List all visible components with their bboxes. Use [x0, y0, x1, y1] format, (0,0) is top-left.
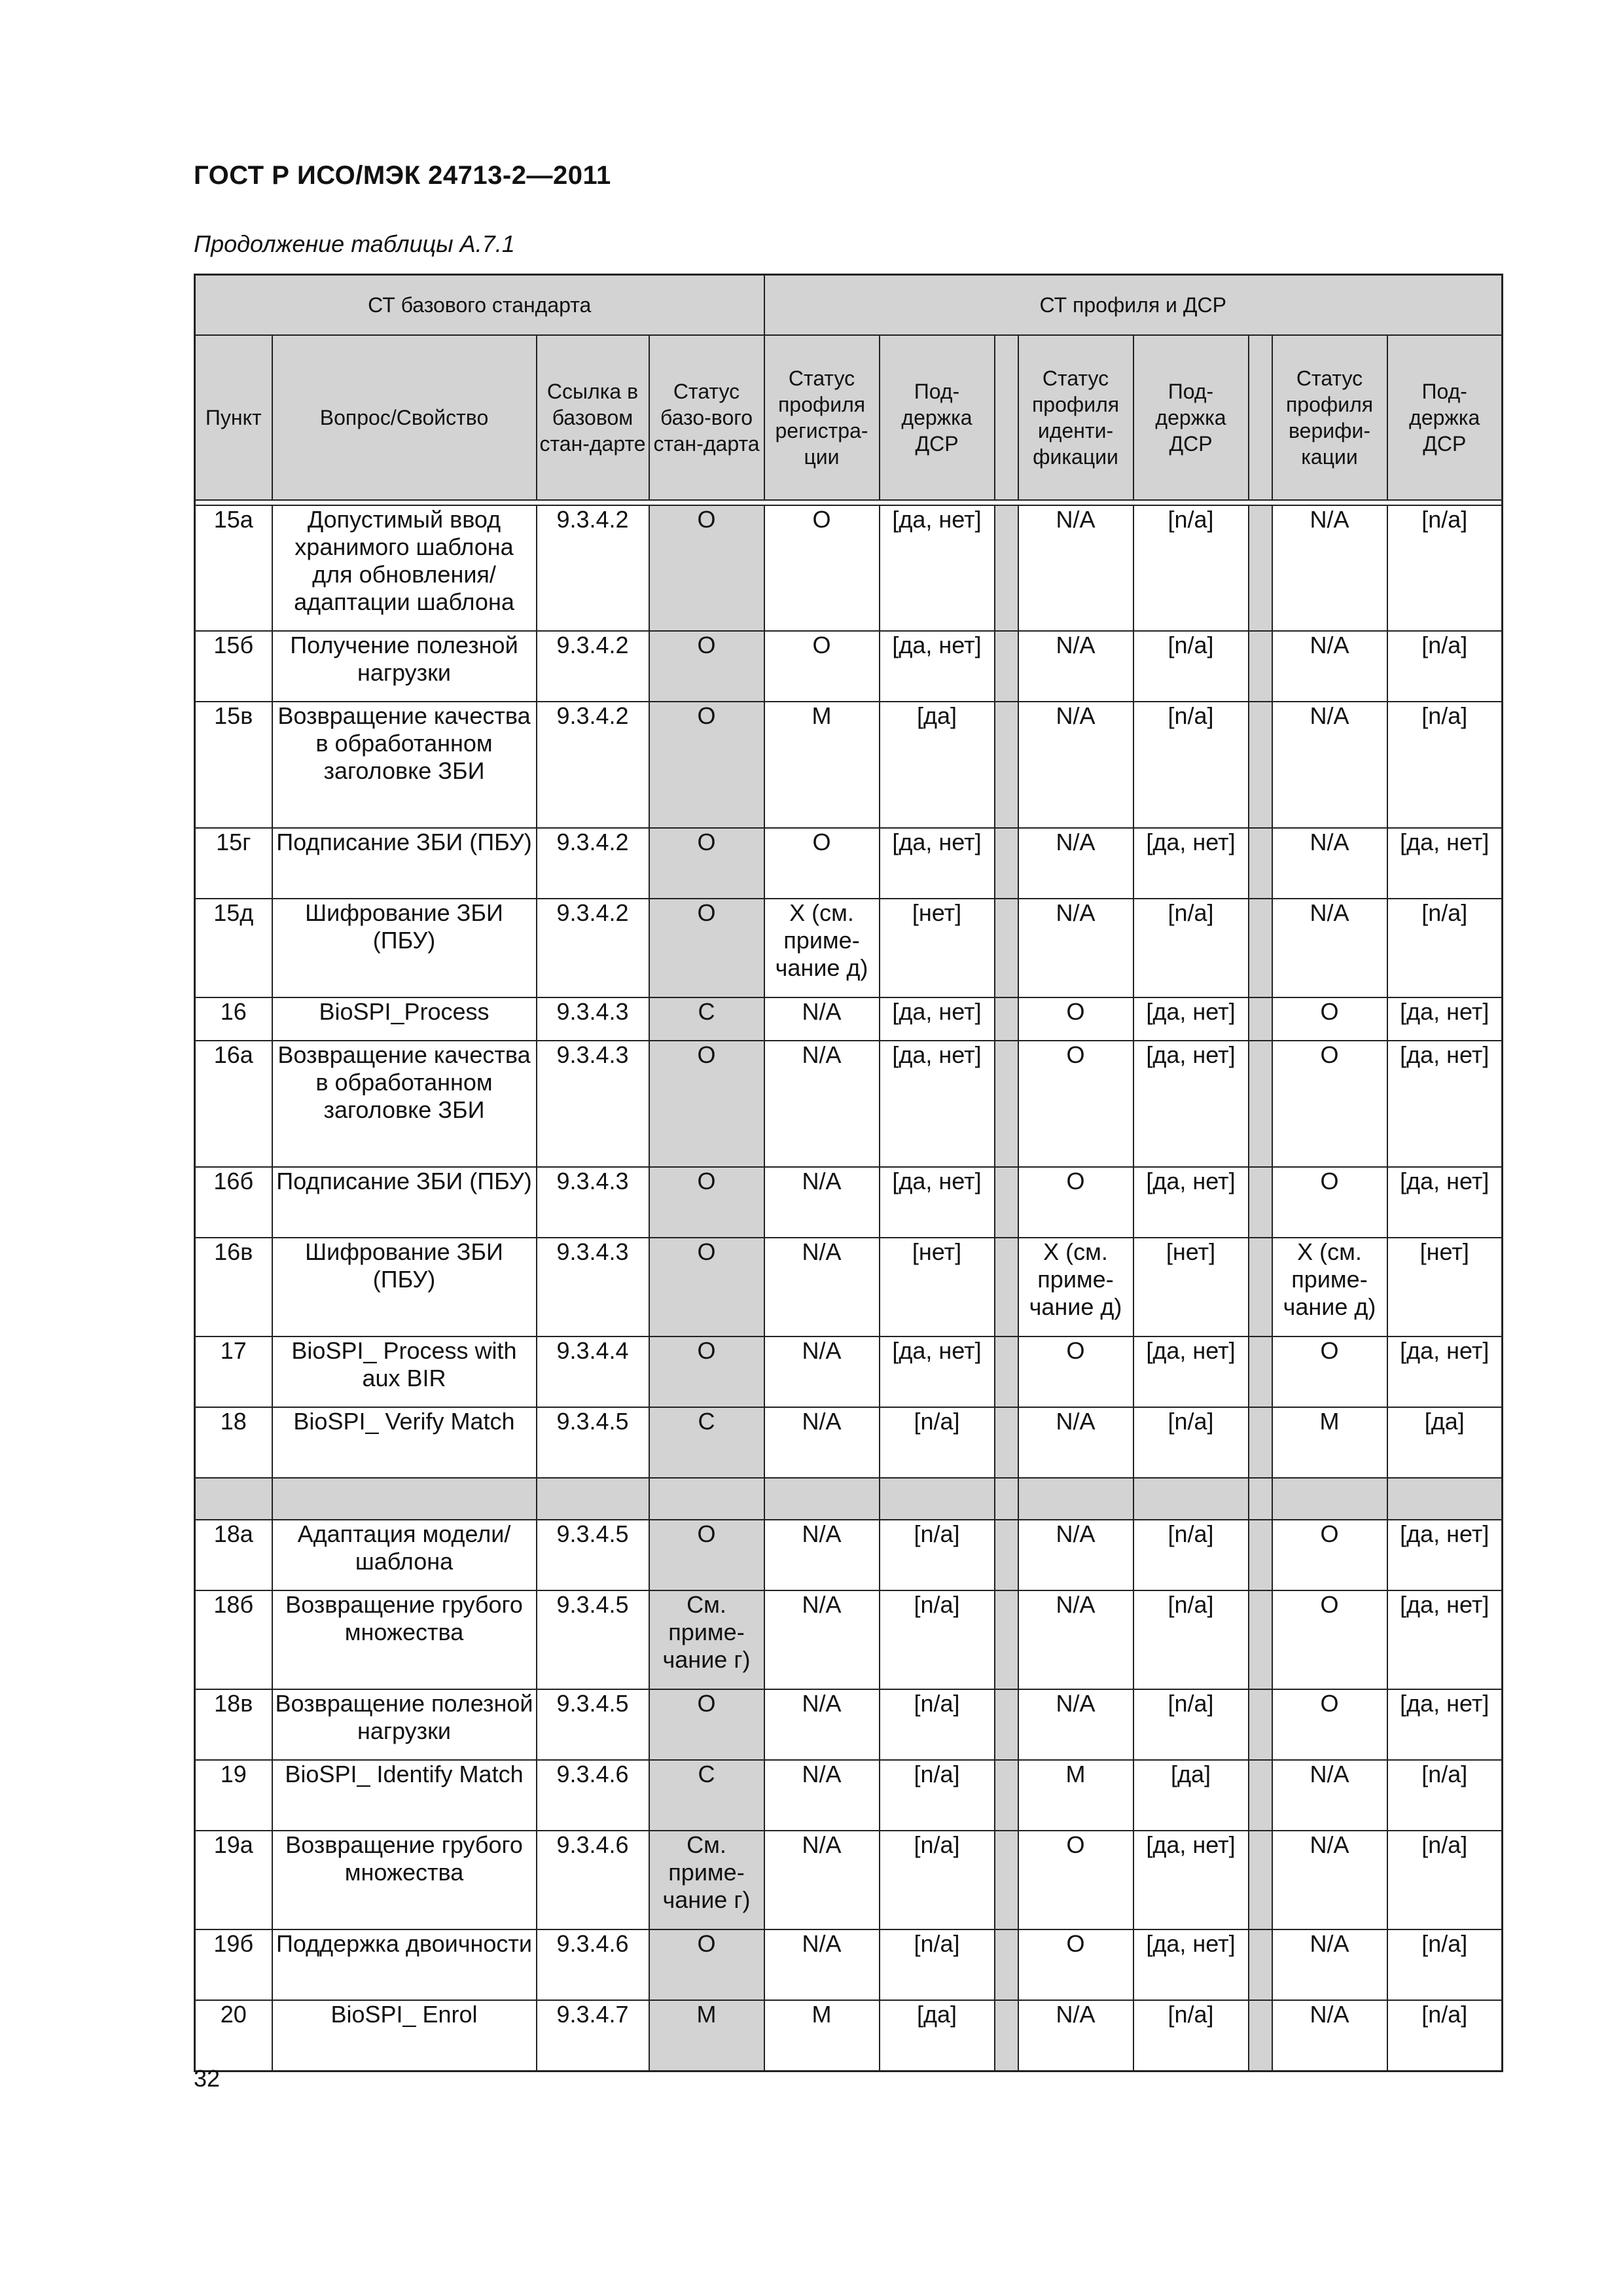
verification-status-cell: O — [1272, 1590, 1387, 1689]
reference-cell: 9.3.4.2 — [537, 505, 649, 631]
registration-status-cell: M — [764, 2000, 880, 2071]
identification-support-cell: [да, нет] — [1133, 997, 1249, 1041]
verification-status-cell: O — [1272, 1689, 1387, 1760]
item-cell: 15а — [195, 505, 272, 631]
verification-status-cell: N/A — [1272, 899, 1387, 997]
identification-status-cell: O — [1018, 1167, 1133, 1238]
registration-status-cell: N/A — [764, 1590, 880, 1689]
identification-status-cell: N/A — [1018, 899, 1133, 997]
spacer-cell — [995, 997, 1018, 1041]
reference-cell: 9.3.4.6 — [537, 1831, 649, 1929]
spacer-cell — [1249, 1689, 1272, 1760]
table-row — [195, 702, 1503, 828]
col-header-verification-status: Статус профиля верифи-кации — [1272, 335, 1387, 500]
identification-support-cell: [да, нет] — [1133, 1336, 1249, 1407]
question-cell: Получение полезной нагрузки — [272, 631, 537, 702]
col-spacer — [995, 335, 1018, 500]
reference-cell: 9.3.4.3 — [537, 997, 649, 1041]
table-row — [195, 1760, 1503, 1831]
identification-support-cell: [n/a] — [1133, 505, 1249, 631]
registration-support-cell: [нет] — [880, 1238, 995, 1336]
item-cell: 16б — [195, 1167, 272, 1238]
registration-status-cell — [764, 1478, 880, 1520]
spacer-cell — [1249, 505, 1272, 631]
item-cell: 16в — [195, 1238, 272, 1336]
question-cell: BioSPI_Process — [272, 997, 537, 1041]
item-cell: 18а — [195, 1520, 272, 1590]
spacer-cell — [995, 1041, 1018, 1167]
spacer-cell — [995, 631, 1018, 702]
identification-support-cell: [n/a] — [1133, 1590, 1249, 1689]
spacer-cell — [995, 2000, 1018, 2071]
registration-support-cell: [n/a] — [880, 1831, 995, 1929]
conformance-table — [194, 274, 1503, 2072]
spacer-cell — [995, 1407, 1018, 1478]
item-cell: 20 — [195, 2000, 272, 2071]
identification-support-cell: [n/a] — [1133, 1689, 1249, 1760]
registration-support-cell: [да] — [880, 702, 995, 828]
question-cell: Допустимый ввод хранимого шаблона для обновления/ адаптации шаблона — [272, 505, 537, 631]
table-row — [195, 1238, 1503, 1336]
base-status-cell: O — [649, 1520, 764, 1590]
verification-support-cell: [да, нет] — [1387, 1167, 1503, 1238]
identification-support-cell: [n/a] — [1133, 631, 1249, 702]
question-cell: BioSPI_ Identify Match — [272, 1760, 537, 1831]
spacer-cell — [1249, 1407, 1272, 1478]
base-status-cell — [649, 1478, 764, 1520]
spacer-cell — [995, 828, 1018, 899]
identification-status-cell: N/A — [1018, 631, 1133, 702]
identification-status-cell: O — [1018, 1336, 1133, 1407]
identification-status-cell: M — [1018, 1760, 1133, 1831]
identification-support-cell: [n/a] — [1133, 1407, 1249, 1478]
registration-status-cell: N/A — [764, 1407, 880, 1478]
reference-cell: 9.3.4.5 — [537, 1689, 649, 1760]
verification-status-cell: O — [1272, 1520, 1387, 1590]
verification-status-cell: M — [1272, 1407, 1387, 1478]
question-cell: BioSPI_ Process with aux BIR — [272, 1336, 537, 1407]
col-header-registration-status: Статус профиля регистра-ции — [764, 335, 880, 500]
col-header-identification-status: Статус профиля иденти-фикации — [1018, 335, 1133, 500]
verification-status-cell: N/A — [1272, 631, 1387, 702]
spacer-cell — [1249, 1590, 1272, 1689]
identification-support-cell: [да, нет] — [1133, 1041, 1249, 1167]
table-row — [195, 1831, 1503, 1929]
spacer-cell — [995, 1336, 1018, 1407]
registration-support-cell: [да, нет] — [880, 631, 995, 702]
identification-support-cell: [да, нет] — [1133, 828, 1249, 899]
question-cell: Возвращение качества в обработанном заголовке ЗБИ — [272, 1041, 537, 1167]
base-status-cell: O — [649, 1167, 764, 1238]
registration-status-cell: N/A — [764, 1336, 880, 1407]
verification-support-cell: [да, нет] — [1387, 1689, 1503, 1760]
verification-support-cell: [да, нет] — [1387, 1336, 1503, 1407]
col-header-base-status: Статус базо-вого стан-дарта — [649, 335, 764, 500]
identification-support-cell: [нет] — [1133, 1238, 1249, 1336]
registration-status-cell: N/A — [764, 1520, 880, 1590]
registration-support-cell: [n/a] — [880, 1520, 995, 1590]
question-cell: Возвращение полезной нагрузки — [272, 1689, 537, 1760]
base-status-cell: См. приме-чание г) — [649, 1590, 764, 1689]
identification-status-cell: N/A — [1018, 1590, 1133, 1689]
identification-status-cell: O — [1018, 1831, 1133, 1929]
spacer-cell — [995, 702, 1018, 828]
reference-cell: 9.3.4.3 — [537, 1167, 649, 1238]
identification-support-cell: [да] — [1133, 1760, 1249, 1831]
table-row — [195, 2000, 1503, 2071]
item-cell: 15г — [195, 828, 272, 899]
reference-cell: 9.3.4.2 — [537, 631, 649, 702]
base-status-cell: O — [649, 899, 764, 997]
question-cell: Шифрование ЗБИ (ПБУ) — [272, 1238, 537, 1336]
registration-status-cell: O — [764, 631, 880, 702]
registration-status-cell: N/A — [764, 1041, 880, 1167]
base-status-cell: C — [649, 1407, 764, 1478]
identification-status-cell: N/A — [1018, 2000, 1133, 2071]
verification-support-cell: [n/a] — [1387, 702, 1503, 828]
spacer-cell — [1249, 1478, 1272, 1520]
registration-status-cell: O — [764, 828, 880, 899]
table-row — [195, 1929, 1503, 2000]
question-cell: Подписание ЗБИ (ПБУ) — [272, 1167, 537, 1238]
question-cell: Адаптация модели/шаблона — [272, 1520, 537, 1590]
spacer-cell — [1249, 702, 1272, 828]
registration-support-cell: [да, нет] — [880, 505, 995, 631]
header-separator — [195, 500, 1503, 505]
identification-status-cell — [1018, 1478, 1133, 1520]
spacer-cell — [1249, 828, 1272, 899]
identification-status-cell: N/A — [1018, 1520, 1133, 1590]
registration-support-cell: [да, нет] — [880, 828, 995, 899]
registration-status-cell: O — [764, 505, 880, 631]
page-number: 32 — [194, 2065, 221, 2092]
table-row — [195, 1520, 1503, 1590]
table-row — [195, 631, 1503, 702]
reference-cell: 9.3.4.3 — [537, 1041, 649, 1167]
reference-cell: 9.3.4.2 — [537, 899, 649, 997]
item-cell: 15д — [195, 899, 272, 997]
verification-support-cell: [да, нет] — [1387, 1590, 1503, 1689]
spacer-cell — [995, 1689, 1018, 1760]
spacer-cell — [995, 1520, 1018, 1590]
verification-status-cell: N/A — [1272, 828, 1387, 899]
registration-status-cell: N/A — [764, 1929, 880, 2000]
question-cell: Возвращение грубого множества — [272, 1590, 537, 1689]
base-status-cell: O — [649, 1929, 764, 2000]
spacer-cell — [1249, 631, 1272, 702]
identification-support-cell: [n/a] — [1133, 2000, 1249, 2071]
registration-support-cell: [да, нет] — [880, 997, 995, 1041]
verification-support-cell: [n/a] — [1387, 1929, 1503, 2000]
verification-support-cell: [нет] — [1387, 1238, 1503, 1336]
question-cell: Возвращение грубого множества — [272, 1831, 537, 1929]
registration-status-cell: N/A — [764, 1238, 880, 1336]
identification-status-cell: N/A — [1018, 505, 1133, 631]
identification-status-cell: O — [1018, 1929, 1133, 2000]
table-row — [195, 899, 1503, 997]
col-header-identification-support: Под-держка ДСР — [1133, 335, 1249, 500]
verification-status-cell: N/A — [1272, 505, 1387, 631]
base-status-cell: C — [649, 997, 764, 1041]
col-header-item: Пункт — [195, 335, 272, 500]
item-cell: 18б — [195, 1590, 272, 1689]
spacer-cell — [1249, 1336, 1272, 1407]
registration-status-cell: N/A — [764, 997, 880, 1041]
reference-cell — [537, 1478, 649, 1520]
verification-status-cell: N/A — [1272, 1831, 1387, 1929]
question-cell: BioSPI_ Enrol — [272, 2000, 537, 2071]
identification-support-cell: [n/a] — [1133, 702, 1249, 828]
reference-cell: 9.3.4.6 — [537, 1760, 649, 1831]
spacer-cell — [995, 1478, 1018, 1520]
base-status-cell: O — [649, 1238, 764, 1336]
registration-support-cell: [n/a] — [880, 1689, 995, 1760]
question-cell: Подписание ЗБИ (ПБУ) — [272, 828, 537, 899]
table-row — [195, 1167, 1503, 1238]
table-body — [195, 505, 1503, 2071]
identification-support-cell: [n/a] — [1133, 899, 1249, 997]
spacer-cell — [1249, 2000, 1272, 2071]
question-cell — [272, 1478, 537, 1520]
verification-status-cell — [1272, 1478, 1387, 1520]
group-header-profile: СТ профиля и ДСР — [764, 275, 1503, 336]
identification-status-cell: N/A — [1018, 702, 1133, 828]
registration-status-cell: M — [764, 702, 880, 828]
spacer-cell — [995, 899, 1018, 997]
verification-support-cell: [да, нет] — [1387, 1041, 1503, 1167]
base-status-cell: O — [649, 631, 764, 702]
table-row — [195, 1041, 1503, 1167]
table-caption: Продолжение таблицы А.7.1 — [194, 230, 515, 257]
question-cell: Поддержка двоичности — [272, 1929, 537, 2000]
identification-status-cell: X (см. приме-чание д) — [1018, 1238, 1133, 1336]
verification-status-cell: X (см. приме-чание д) — [1272, 1238, 1387, 1336]
identification-support-cell — [1133, 1478, 1249, 1520]
verification-support-cell: [да] — [1387, 1407, 1503, 1478]
reference-cell: 9.3.4.5 — [537, 1407, 649, 1478]
base-status-cell: O — [649, 1336, 764, 1407]
verification-status-cell: O — [1272, 1041, 1387, 1167]
registration-support-cell: [да] — [880, 2000, 995, 2071]
table-row — [195, 1336, 1503, 1407]
verification-support-cell: [да, нет] — [1387, 828, 1503, 899]
verification-support-cell: [n/a] — [1387, 631, 1503, 702]
verification-status-cell: O — [1272, 997, 1387, 1041]
identification-status-cell: N/A — [1018, 828, 1133, 899]
item-cell: 18в — [195, 1689, 272, 1760]
reference-cell: 9.3.4.2 — [537, 828, 649, 899]
verification-status-cell: O — [1272, 1336, 1387, 1407]
table-row — [195, 1407, 1503, 1478]
item-cell: 18 — [195, 1407, 272, 1478]
spacer-cell — [1249, 1167, 1272, 1238]
verification-status-cell: N/A — [1272, 1760, 1387, 1831]
question-cell: Возвращение качества в обработанном заголовке ЗБИ — [272, 702, 537, 828]
identification-support-cell: [да, нет] — [1133, 1167, 1249, 1238]
identification-status-cell: N/A — [1018, 1407, 1133, 1478]
registration-support-cell: [да, нет] — [880, 1336, 995, 1407]
identification-support-cell: [да, нет] — [1133, 1831, 1249, 1929]
verification-status-cell: N/A — [1272, 1929, 1387, 2000]
identification-status-cell: O — [1018, 1041, 1133, 1167]
reference-cell: 9.3.4.5 — [537, 1590, 649, 1689]
spacer-cell — [1249, 1831, 1272, 1929]
reference-cell: 9.3.4.7 — [537, 2000, 649, 2071]
registration-support-cell: [n/a] — [880, 1929, 995, 2000]
col-header-registration-support: Под-держка ДСР — [880, 335, 995, 500]
base-status-cell: O — [649, 1689, 764, 1760]
registration-support-cell — [880, 1478, 995, 1520]
item-cell: 19 — [195, 1760, 272, 1831]
col-header-reference: Ссылка в базовом стан-дарте — [537, 335, 649, 500]
question-cell: Шифрование ЗБИ (ПБУ) — [272, 899, 537, 997]
spacer-cell — [1249, 1520, 1272, 1590]
spacer-cell — [1249, 1041, 1272, 1167]
item-cell: 19б — [195, 1929, 272, 2000]
registration-support-cell: [да, нет] — [880, 1167, 995, 1238]
spacer-cell — [1249, 1238, 1272, 1336]
base-status-cell: O — [649, 702, 764, 828]
base-status-cell: M — [649, 2000, 764, 2071]
table-row — [195, 1689, 1503, 1760]
item-cell: 16 — [195, 997, 272, 1041]
base-status-cell: C — [649, 1760, 764, 1831]
registration-status-cell: X (см. приме-чание д) — [764, 899, 880, 997]
registration-status-cell: N/A — [764, 1167, 880, 1238]
registration-status-cell: N/A — [764, 1689, 880, 1760]
spacer-cell — [995, 1590, 1018, 1689]
verification-support-cell: [да, нет] — [1387, 1520, 1503, 1590]
item-cell: 15б — [195, 631, 272, 702]
identification-status-cell: O — [1018, 997, 1133, 1041]
base-status-cell: O — [649, 505, 764, 631]
registration-status-cell: N/A — [764, 1760, 880, 1831]
table-row-blank — [195, 1478, 1503, 1520]
spacer-cell — [1249, 1929, 1272, 2000]
item-cell — [195, 1478, 272, 1520]
col-spacer — [1249, 335, 1272, 500]
item-cell: 15в — [195, 702, 272, 828]
question-cell: BioSPI_ Verify Match — [272, 1407, 537, 1478]
spacer-cell — [995, 1831, 1018, 1929]
spacer-cell — [1249, 899, 1272, 997]
verification-support-cell: [да, нет] — [1387, 997, 1503, 1041]
spacer-cell — [995, 1760, 1018, 1831]
base-status-cell: O — [649, 828, 764, 899]
group-header-base: СТ базового стандарта — [195, 275, 764, 336]
table-row — [195, 505, 1503, 631]
table-row — [195, 1590, 1503, 1689]
verification-support-cell — [1387, 1478, 1503, 1520]
col-header-verification-support: Под-держка ДСР — [1387, 335, 1503, 500]
registration-support-cell: [n/a] — [880, 1407, 995, 1478]
item-cell: 17 — [195, 1336, 272, 1407]
verification-support-cell: [n/a] — [1387, 1831, 1503, 1929]
spacer-cell — [995, 505, 1018, 631]
verification-status-cell: N/A — [1272, 702, 1387, 828]
reference-cell: 9.3.4.4 — [537, 1336, 649, 1407]
reference-cell: 9.3.4.2 — [537, 702, 649, 828]
reference-cell: 9.3.4.3 — [537, 1238, 649, 1336]
registration-support-cell: [нет] — [880, 899, 995, 997]
verification-support-cell: [n/a] — [1387, 505, 1503, 631]
reference-cell: 9.3.4.5 — [537, 1520, 649, 1590]
identification-support-cell: [n/a] — [1133, 1520, 1249, 1590]
spacer-cell — [995, 1238, 1018, 1336]
base-status-cell: См. приме-чание г) — [649, 1831, 764, 1929]
verification-status-cell: N/A — [1272, 2000, 1387, 2071]
verification-support-cell: [n/a] — [1387, 1760, 1503, 1831]
item-cell: 16а — [195, 1041, 272, 1167]
registration-support-cell: [n/a] — [880, 1590, 995, 1689]
registration-support-cell: [n/a] — [880, 1760, 995, 1831]
identification-support-cell: [да, нет] — [1133, 1929, 1249, 2000]
base-status-cell: O — [649, 1041, 764, 1167]
spacer-cell — [995, 1929, 1018, 2000]
spacer-cell — [1249, 1760, 1272, 1831]
verification-support-cell: [n/a] — [1387, 2000, 1503, 2071]
registration-support-cell: [да, нет] — [880, 1041, 995, 1167]
verification-support-cell: [n/a] — [1387, 899, 1503, 997]
table-row — [195, 828, 1503, 899]
spacer-cell — [995, 1167, 1018, 1238]
item-cell: 19а — [195, 1831, 272, 1929]
registration-status-cell: N/A — [764, 1831, 880, 1929]
identification-status-cell: N/A — [1018, 1689, 1133, 1760]
reference-cell: 9.3.4.6 — [537, 1929, 649, 2000]
verification-status-cell: O — [1272, 1167, 1387, 1238]
table-row — [195, 997, 1503, 1041]
document-title: ГОСТ Р ИСО/МЭК 24713-2—2011 — [194, 161, 611, 190]
spacer-cell — [1249, 997, 1272, 1041]
col-header-question: Вопрос/Свойство — [272, 335, 537, 500]
